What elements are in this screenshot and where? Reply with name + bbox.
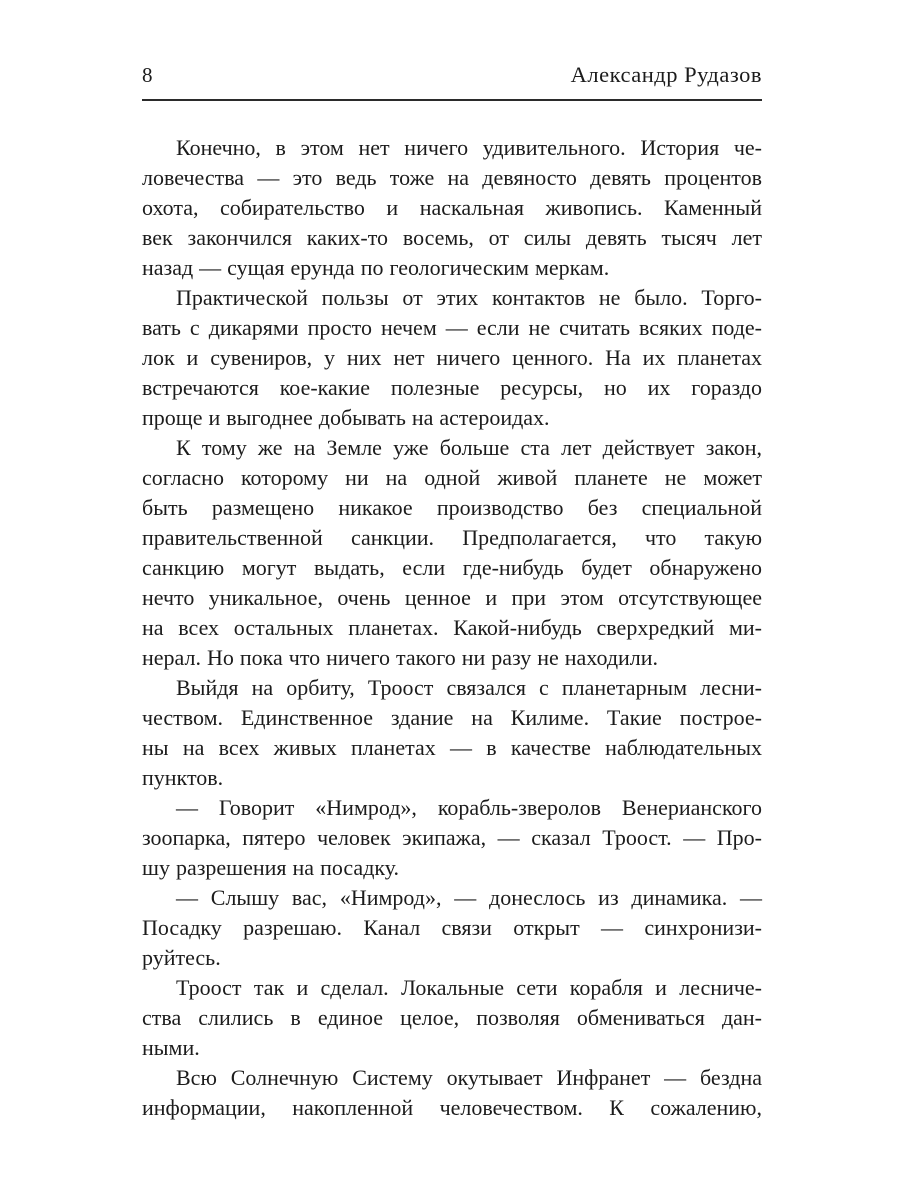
paragraph xyxy=(142,673,762,793)
paragraph xyxy=(142,793,762,883)
page-number: 8 xyxy=(142,63,153,87)
text-line: согласно которому ни на одной живой планете не может xyxy=(142,465,762,490)
text-line: вать с дикарями просто нечем — если не считать всяких поде- xyxy=(142,315,762,340)
text-line: Всю Солнечную Систему окутывает Инфранет — бездна xyxy=(176,1065,762,1090)
text-line: руйтесь. xyxy=(142,945,221,970)
text-line: санкцию могут выдать, если где-нибудь будет обнаружено xyxy=(142,555,762,580)
text-line: Конечно, в этом нет ничего удивительного. История че- xyxy=(176,135,762,160)
text-line: Троост так и сделал. Локальные сети корабля и лесниче- xyxy=(176,975,762,1000)
author-name: Александр Рудазов xyxy=(570,62,762,87)
paragraph xyxy=(142,283,762,433)
text-line: шу разрешения на посадку. xyxy=(142,855,400,880)
text-line: ны на всех живых планетах — в качестве наблюдательных xyxy=(142,735,762,760)
text-line: ловечества — это ведь тоже на девяносто девять процентов xyxy=(142,165,762,190)
paragraph xyxy=(142,433,762,673)
text-line: — Говорит «Нимрод», корабль-зверолов Венерианского xyxy=(176,795,762,820)
text-line: — Слышу вас, «Нимрод», — донеслось из динамика. — xyxy=(176,885,762,910)
text-line: на всех остальных планетах. Какой-нибудь сверхредкий ми- xyxy=(142,615,762,640)
header-rule xyxy=(142,99,762,101)
paragraph xyxy=(142,973,762,1063)
text-line: встречаются кое-какие полезные ресурсы, но их гораздо xyxy=(142,375,762,400)
text-line: информации, накопленной человечеством. К сожалению, xyxy=(142,1095,762,1120)
text-line: назад — сущая ерунда по геологическим меркам. xyxy=(142,255,610,280)
text-line: Посадку разрешаю. Канал связи открыт — синхронизи- xyxy=(142,915,762,940)
text-line: Выйдя на орбиту, Троост связался с планетарным лесни- xyxy=(176,675,762,700)
text-line: чеством. Единственное здание на Килиме. Такие построе- xyxy=(142,705,762,730)
text-line: лок и сувениров, у них нет ничего ценного. На их планетах xyxy=(142,345,762,370)
text-line: нечто уникальное, очень ценное и при этом отсутствующее xyxy=(142,585,762,610)
text-line: К тому же на Земле уже больше ста лет действует закон, xyxy=(176,435,762,460)
running-head xyxy=(142,62,762,88)
text-line: правительственной санкции. Предполагается, что такую xyxy=(142,525,762,550)
paragraph xyxy=(142,1063,762,1123)
page-content xyxy=(142,0,762,1123)
text-line: пунктов. xyxy=(142,765,224,790)
paragraph xyxy=(142,133,762,283)
text-line: быть размещено никакое производство без специальной xyxy=(142,495,762,520)
text-line: нерал. Но пока что ничего такого ни разу не находили. xyxy=(142,645,659,670)
text-line: ными. xyxy=(142,1035,200,1060)
text-line: Практической пользы от этих контактов не было. Торго- xyxy=(176,285,762,310)
text-line: век закончился каких-то восемь, от силы девять тысяч лет xyxy=(142,225,762,250)
text-line: охота, собирательство и наскальная живопись. Каменный xyxy=(142,195,762,220)
text-line: проще и выгоднее добывать на астероидах. xyxy=(142,405,550,430)
paragraph xyxy=(142,883,762,973)
text-line: ства слились в единое целое, позволяя обмениваться дан- xyxy=(142,1005,762,1030)
text-column xyxy=(142,133,762,1123)
text-line: зоопарка, пятеро человек экипажа, — сказал Троост. — Про- xyxy=(142,825,762,850)
